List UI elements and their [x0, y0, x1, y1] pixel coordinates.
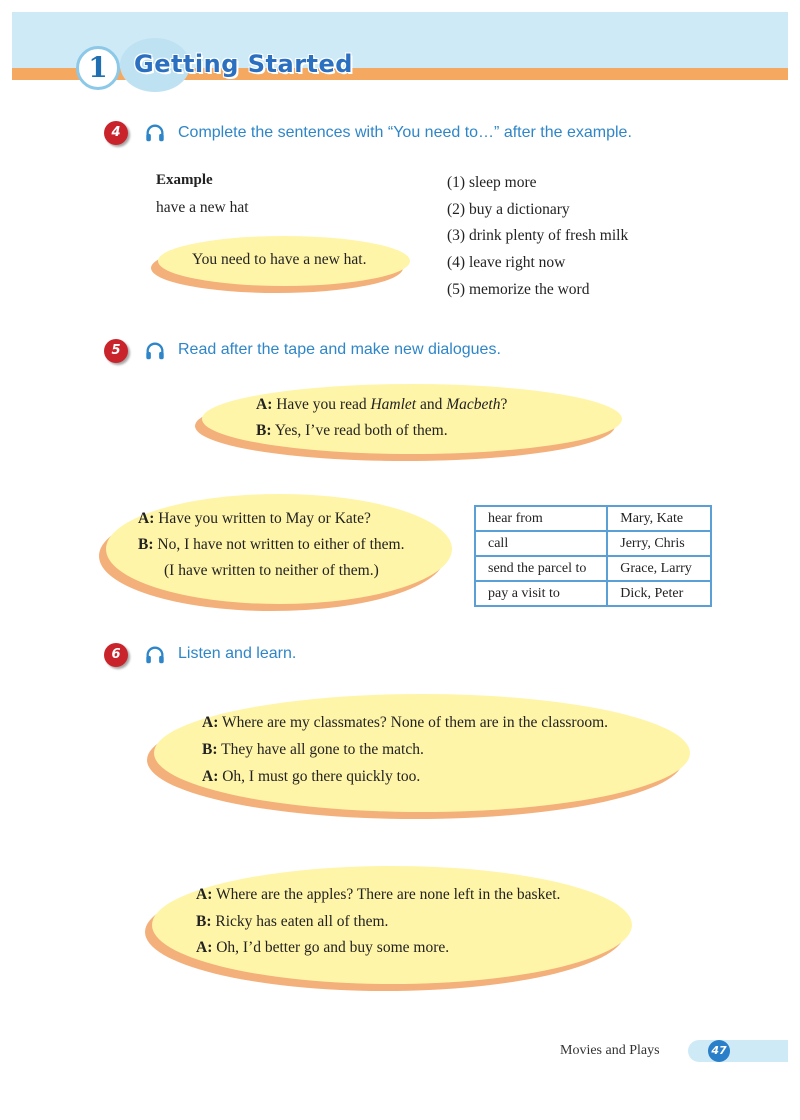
dialogue-line: A: Oh, I’d better go and buy some more. [196, 939, 450, 956]
dialogue-line: B: Ricky has eaten all of them. [196, 913, 389, 930]
title-macbeth: Macbeth [446, 396, 501, 413]
example-phrase: have a new hat [156, 199, 249, 216]
speaker-label: A: [202, 768, 219, 785]
dialogue-line: A: Have you read Hamlet and Macbeth? [256, 396, 508, 413]
table-row [475, 506, 711, 531]
example-label: Example [156, 172, 213, 188]
list-item: (2) buy a dictionary [447, 200, 570, 218]
footer-band [688, 1040, 788, 1062]
speaker-label: A: [196, 939, 213, 956]
dialogue-line: B: Yes, I’ve read both of them. [256, 422, 448, 439]
section-5-instruction: Read after the tape and make new dialogues. [178, 341, 501, 358]
title-hamlet: Hamlet [370, 396, 417, 413]
table-row [475, 556, 711, 581]
dialogue-line: A: Where are my classmates? None of them are in the classroom. [202, 714, 609, 731]
table-row [475, 581, 711, 606]
headphones-icon[interactable] [144, 122, 166, 144]
example-answer-bubble [158, 236, 410, 286]
section-6-instruction: Listen and learn. [178, 645, 297, 662]
speaker-label: A: [256, 396, 273, 413]
dialogue-line: B: They have all gone to the match. [202, 741, 424, 758]
page-title: Getting Started [134, 50, 353, 78]
list-item: (5) memorize the word [447, 280, 590, 298]
section-6-badge: 6 [104, 643, 128, 667]
substitution-table [474, 505, 712, 607]
speaker-label: B: [138, 536, 154, 553]
table-cell: Grace, Larry [607, 556, 711, 581]
dialogue-bubble [154, 694, 690, 812]
table-cell: pay a visit to [475, 581, 607, 606]
speaker-label: A: [202, 714, 219, 731]
table-cell: send the parcel to [475, 556, 607, 581]
dialogue-line: B: No, I have not written to either of them. [138, 536, 405, 553]
exercise-list [447, 170, 628, 304]
headphones-icon[interactable] [144, 644, 166, 666]
dialogue-line: A: Oh, I must go there quickly too. [202, 768, 421, 785]
section-4-instruction: Complete the sentences with “You need to…” after the example. [178, 124, 632, 141]
speaker-label: A: [196, 886, 213, 903]
dialogue-line: A: Have you written to May or Kate? [138, 510, 371, 527]
dialogue-line: (I have written to neither of them.) [164, 562, 379, 579]
page-number: 47 [708, 1040, 730, 1062]
speaker-label: A: [138, 510, 155, 527]
table-row [475, 531, 711, 556]
table-cell: call [475, 531, 607, 556]
unit-number: 1 [76, 46, 120, 90]
table-cell: Dick, Peter [607, 581, 711, 606]
table-cell: Jerry, Chris [607, 531, 711, 556]
dialogue-bubble [106, 494, 452, 604]
dialogue-line: A: Where are the apples? There are none left in the basket. [196, 886, 561, 903]
example-answer: You need to have a new hat. [192, 251, 367, 268]
list-item: (1) sleep more [447, 174, 537, 191]
section-4-badge: 4 [104, 121, 128, 145]
dialogue-bubble [202, 384, 622, 454]
dialogue-bubble [152, 866, 632, 984]
speaker-label: B: [196, 913, 212, 930]
speaker-label: B: [256, 422, 272, 439]
list-item: (3) drink plenty of fresh milk [447, 227, 629, 245]
section-5-badge: 5 [104, 339, 128, 363]
list-item: (4) leave right now [447, 254, 566, 272]
headphones-icon[interactable] [144, 340, 166, 362]
speaker-label: B: [202, 741, 218, 758]
table-cell: hear from [475, 506, 607, 531]
unit-name: Movies and Plays [560, 1043, 660, 1058]
table-cell: Mary, Kate [607, 506, 711, 531]
